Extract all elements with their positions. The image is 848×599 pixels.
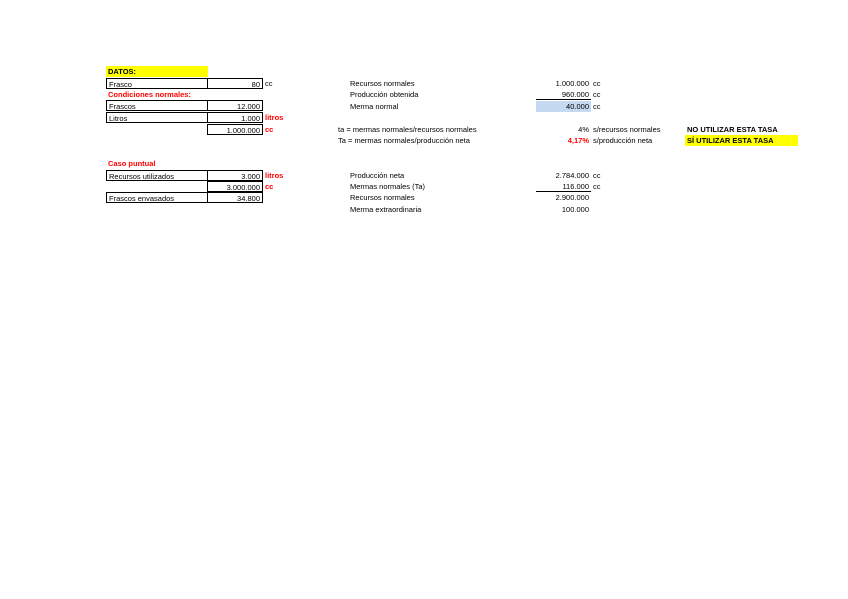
mermas-normales-value: 116.000 [536,181,591,192]
ta-value: 4% [578,125,589,134]
Ta-basis: s/producción neta [593,136,653,145]
recursos-unit: litros [265,171,284,180]
recursos-normales-value: 1.000.000 [555,79,589,88]
merma-normal-label: Merma normal [350,102,399,111]
ta-basis: s/recursos normales [593,125,661,134]
Ta-value: 4,17% [567,136,589,145]
mermas-normales-unit: cc [593,182,601,191]
Ta-note: SÍ UTILIZAR ESTA TASA [685,135,798,146]
caso-header: Caso puntual [108,159,156,168]
merma-extra-label: Merma extraordinaria [350,205,422,214]
datos-header: DATOS: [106,66,208,77]
produccion-obtenida-value: 960.000 [536,89,591,100]
cc-total-value: 1.000.000 [207,124,263,135]
merma-extra-value: 100.000 [561,205,589,214]
recursos-normales2-value: 2.900.000 [555,193,589,202]
envasados-label: Frascos envasados [106,192,208,203]
recursos-cc-value: 3.000.000 [207,181,263,192]
litros-label: Litros [106,112,208,123]
frascos-value: 12.000 [207,100,263,111]
frasco-label: Frasco [106,78,208,89]
frasco-unit: cc [265,79,273,88]
litros-unit: litros [265,113,284,122]
recursos-label: Recursos utilizados [106,170,208,181]
produccion-neta-label: Producción neta [350,171,405,180]
ta-note: NO UTILIZAR ESTA TASA [687,125,778,134]
merma-normal-unit: cc [593,102,601,111]
envasados-value: 34.800 [207,192,263,203]
merma-normal-value: 40.000 [536,101,591,112]
produccion-obtenida-unit: cc [593,90,601,99]
recursos-normales-unit: cc [593,79,601,88]
recursos-normales-label: Recursos normales [350,79,415,88]
frascos-label: Frascos [106,100,208,111]
mermas-normales-label: Mermas normales (Ta) [350,182,426,191]
frasco-value: 80 [207,78,263,89]
litros-value: 1.000 [207,112,263,123]
produccion-obtenida-label: Producción obtenida [350,90,419,99]
condiciones-header: Condiciones normales: [108,90,191,99]
cc-total-unit: cc [265,125,274,134]
Ta-formula: Ta = mermas normales/producción neta [338,136,470,145]
recursos-cc-unit: cc [265,182,274,191]
recursos-value: 3.000 [207,170,263,181]
ta-formula: ta = mermas normales/recursos normales [338,125,477,134]
produccion-neta-value: 2.784.000 [555,171,589,180]
produccion-neta-unit: cc [593,171,601,180]
recursos-normales2-label: Recursos normales [350,193,415,202]
